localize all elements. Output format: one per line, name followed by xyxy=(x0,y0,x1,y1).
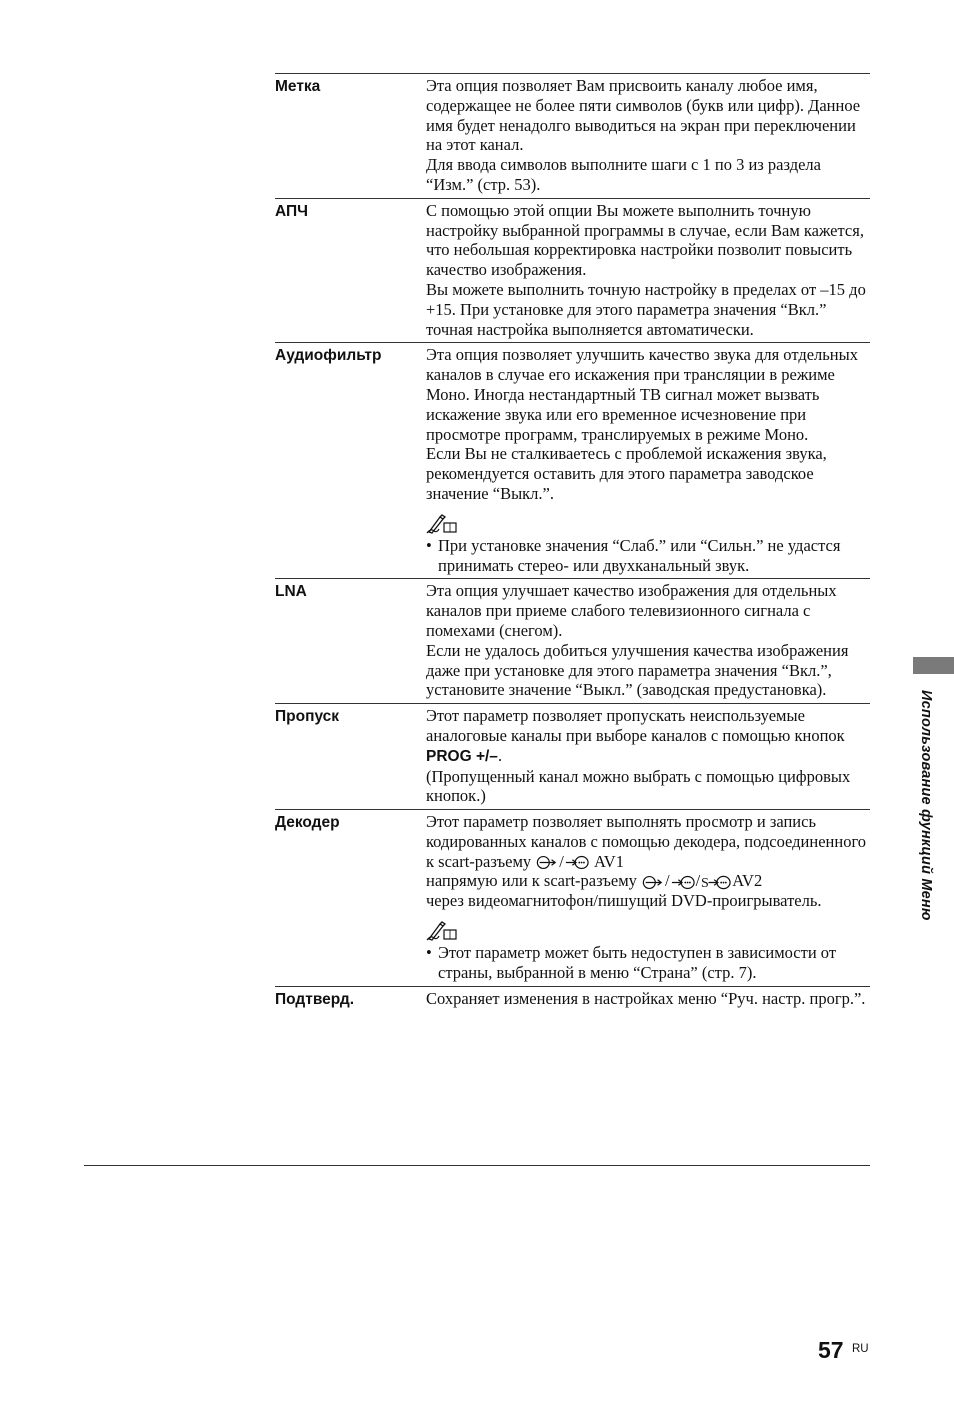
table-row xyxy=(275,579,870,704)
description-text: напрямую или к scart-разъему xyxy=(426,871,642,891)
slash-separator: / xyxy=(559,851,564,871)
description-paragraph: Эта опция позволяет Вам присвоить каналу любое имя, содержащее не более пяти символов (букв или цифр). Данное имя будет ненадолго выводиться на экран при переключении на этот канал. xyxy=(426,76,861,155)
scart-in-out-icon xyxy=(642,875,664,890)
description-paragraph: Если не удалось добиться улучшения качества изображения даже при установке для этого параметра значения “Вкл.”, установите значение “Выкл.” (заводская предустановка). xyxy=(426,640,849,700)
term-label: Аудиофильтр xyxy=(275,347,382,365)
description-paragraph: С помощью этой опции Вы можете выполнить точную настройку выбранной программы в случае, если Вам кажется, что небольшая корректировка настройки позволит повысить качество изображения. xyxy=(426,200,864,280)
description-text: Этот параметр позволяет пропускать неиспользуемые аналоговые каналы при выборе каналов с помощью кнопок xyxy=(426,706,845,745)
description-text: через видеомагнитофон/пишущий DVD-проигрыватель. xyxy=(426,891,822,911)
scart-in-icon xyxy=(565,855,589,870)
table-row xyxy=(275,704,870,810)
description-paragraph: Эта опция позволяет улучшить качество звука для отдельных каналов в случае его искажения при трансляции в режиме Моно. Иногда нестандартный ТВ сигнал может вызвать искажение звука или его временное исчезновение при просмотре программ, транслируемых в режиме Моно. xyxy=(426,345,858,444)
term-description xyxy=(426,705,870,806)
pencil-note-icon xyxy=(426,514,460,534)
term-label: Метка xyxy=(275,78,321,95)
slash-separator: / xyxy=(695,871,701,891)
bullet-dot: • xyxy=(426,943,432,963)
table-row xyxy=(275,199,870,344)
description-paragraph xyxy=(426,706,870,766)
term-description xyxy=(426,200,870,340)
pencil-note-icon xyxy=(426,921,460,941)
description-paragraph: Сохраняет изменения в настройках меню “Руч. настр. прогр.”. xyxy=(426,988,866,1008)
prog-key-label: PROG +/– xyxy=(426,747,498,765)
scart-in-icon xyxy=(671,875,695,890)
description-text: Этот параметр позволяет выполнять просмотр и запись кодированных каналов с помощью декодера, подсоединенного к scart-разъему xyxy=(426,812,867,871)
page-number: 57 xyxy=(818,1337,844,1363)
s-video-scart-icon xyxy=(701,875,731,890)
table-row xyxy=(275,987,870,1013)
note-text: Этот параметр может быть недоступен в зависимости от страны, выбранной в меню “Страна” (стр. 7). xyxy=(438,943,837,982)
settings-table xyxy=(275,73,870,1012)
section-side-label: Использование функций Меню xyxy=(918,690,934,921)
term-description xyxy=(426,75,870,195)
scart-in-out-icon xyxy=(536,855,558,870)
term-description xyxy=(426,580,870,700)
note-item xyxy=(426,536,870,576)
table-row xyxy=(275,74,870,199)
term-description xyxy=(426,988,870,1010)
note-item xyxy=(426,943,870,983)
description-paragraph xyxy=(426,812,870,911)
description-paragraph: Если Вы не сталкиваетесь с проблемой искажения звука, рекомендуется оставить для этого параметра заводское значение “Выкл.”. xyxy=(426,444,827,503)
slash-separator: / xyxy=(665,871,670,891)
description-paragraph: Для ввода символов выполните шаги с 1 по 3 из раздела “Изм.” (стр. 53). xyxy=(426,155,821,194)
term-label: LNA xyxy=(275,583,307,601)
term-description xyxy=(426,811,870,983)
note-text: При установке значения “Слаб.” или “Сильн.” не удастся принимать стерео- или двухканальный звук. xyxy=(438,535,841,575)
av2-label: AV2 xyxy=(732,871,763,891)
table-row xyxy=(275,810,870,987)
term-label: Декодер xyxy=(275,814,340,832)
bottom-rule xyxy=(84,1165,870,1166)
description-text: . xyxy=(497,745,503,765)
section-tab-marker xyxy=(913,657,954,674)
term-label: Подтверд. xyxy=(275,990,355,1008)
av1-label: AV1 xyxy=(593,851,624,871)
bullet-dot: • xyxy=(426,535,432,555)
description-paragraph: Вы можете выполнить точную настройку в пределах от –15 до +15. При установке для этого параметра значения “Вкл.” точная настройка выполняется автоматически. xyxy=(426,279,866,339)
term-label: АПЧ xyxy=(275,202,309,220)
description-paragraph: Эта опция улучшает качество изображения для отдельных каналов при приеме слабого телевизионного сигнала с помехами (снегом). xyxy=(426,581,837,640)
description-paragraph: (Пропущенный канал можно выбрать с помощью цифровых кнопок.) xyxy=(426,766,851,806)
term-label: Пропуск xyxy=(275,708,340,726)
term-description xyxy=(426,344,870,575)
page-language-code: RU xyxy=(852,1343,869,1355)
table-row xyxy=(275,343,870,579)
